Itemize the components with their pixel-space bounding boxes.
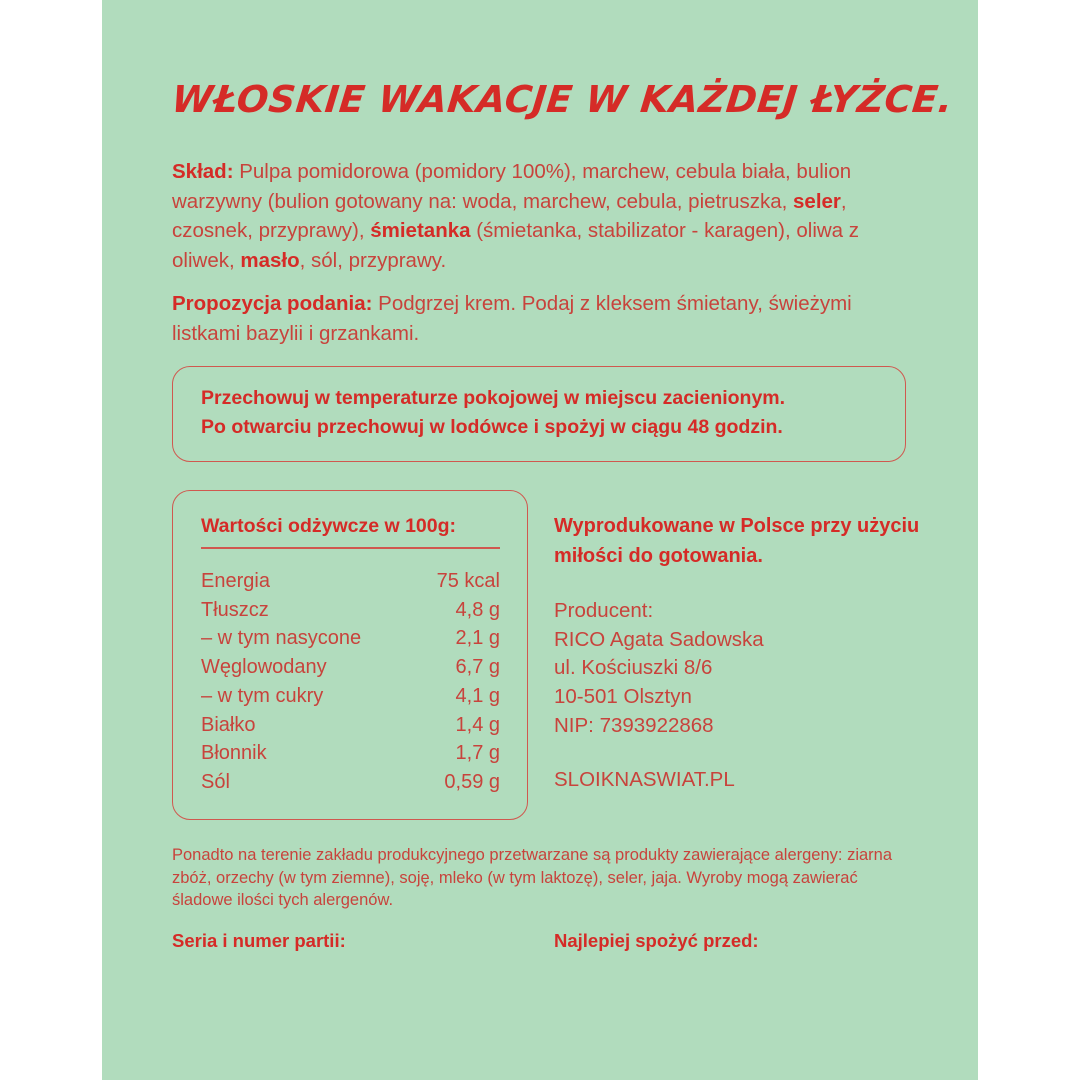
producer-street: ul. Kościuszki 8/6 <box>554 656 713 680</box>
nutrition-row <box>201 624 500 653</box>
nutrition-row <box>201 653 500 682</box>
nutrient-name: Sól <box>201 770 230 793</box>
storage-box <box>172 366 906 462</box>
nutrition-row <box>201 768 500 797</box>
nutrition-title: Wartości odżywcze w 100g: <box>201 515 457 537</box>
producer-label: Producent: <box>554 599 654 622</box>
nutrient-value: 75 kcal <box>436 570 500 592</box>
allergen-cream: śmietanka <box>370 219 471 242</box>
nutrition-divider <box>201 547 500 549</box>
nutrition-row <box>201 711 500 740</box>
serving-text: Podgrzej krem. Podaj z kleksem śmietany, świeżymi listkami bazylii i grzankami. <box>172 292 852 345</box>
nutrient-value: 4,8 g <box>455 598 500 621</box>
allergen-celery: seler <box>793 189 841 213</box>
producer-city: 10-501 Olsztyn <box>554 685 692 709</box>
allergen-butter: masło <box>240 248 300 272</box>
nutrient-value: 0,59 g <box>444 770 500 793</box>
storage-line: Przechowuj w temperaturze pokojowej w miejscu zacienionym. <box>201 387 786 409</box>
producer-info <box>554 597 764 741</box>
nutrition-table <box>172 490 528 820</box>
ingredients-paragraph <box>172 157 872 275</box>
made-in-statement: Wyprodukowane w Polsce przy użyciu miłości do gotowania. <box>554 515 920 567</box>
nutrition-row <box>201 682 500 711</box>
storage-line: Po otwarciu przechowuj w lodówce i spożyj w ciągu 48 godzin. <box>201 416 783 438</box>
ingredients-text: (śmietanka, stabilizator - karagen), oliwa z oliwek, <box>172 219 860 272</box>
nutrient-name: Błonnik <box>201 742 267 765</box>
nutrient-name: Białko <box>201 713 256 736</box>
nutrition-rows <box>201 567 500 797</box>
serving-label: Propozycja podania: <box>172 292 373 315</box>
producer-nip: NIP: 7393922868 <box>554 713 714 737</box>
batch-number-label: Seria i numer partii: <box>172 930 346 951</box>
nutrition-row <box>201 567 500 596</box>
nutrition-row <box>201 739 500 768</box>
nutrient-value: 1,7 g <box>455 742 500 765</box>
nutrient-name: – w tym cukry <box>201 684 324 707</box>
nutrient-name: Energia <box>201 570 270 592</box>
nutrient-name: Tłuszcz <box>201 598 269 621</box>
product-label <box>102 0 978 1080</box>
nutrient-name: – w tym nasycone <box>201 627 362 650</box>
producer-name: RICO Agata Sadowska <box>554 627 764 651</box>
nutrition-row <box>201 596 500 625</box>
ingredients-text: , czosnek, przyprawy), <box>172 189 847 242</box>
best-before-label: Najlepiej spożyć przed: <box>554 930 759 951</box>
ingredients-text: Pulpa pomidorowa (pomidory 100%), marchew, cebula biała, bulion warzywny (bulion gotowany na: woda, marchew, cebula, pietruszka, <box>172 160 852 213</box>
nutrient-value: 6,7 g <box>455 656 500 679</box>
headline: WŁOSKIE WAKACJE W KAŻDEJ ŁYŻCE. <box>169 78 955 121</box>
website-url: SLOIKNASWIAT.PL <box>554 768 735 791</box>
nutrient-value: 1,4 g <box>455 713 500 736</box>
serving-paragraph <box>172 289 872 348</box>
ingredients-label: Skład: <box>172 160 234 183</box>
nutrient-name: Węglowodany <box>201 656 327 679</box>
allergen-notice: Ponadto na terenie zakładu produkcyjnego przetwarzane są produkty zawierające alergeny: ziarna zbóż, orzechy (w tym ziemne), soję, mleko (w tym laktozę), seler, jaja. Wyroby mogą zawierać śladowe ilości tych alergenów. <box>172 846 893 909</box>
ingredients-text: , sól, przyprawy. <box>299 248 447 272</box>
nutrient-value: 4,1 g <box>455 684 500 707</box>
nutrient-value: 2,1 g <box>455 627 500 650</box>
